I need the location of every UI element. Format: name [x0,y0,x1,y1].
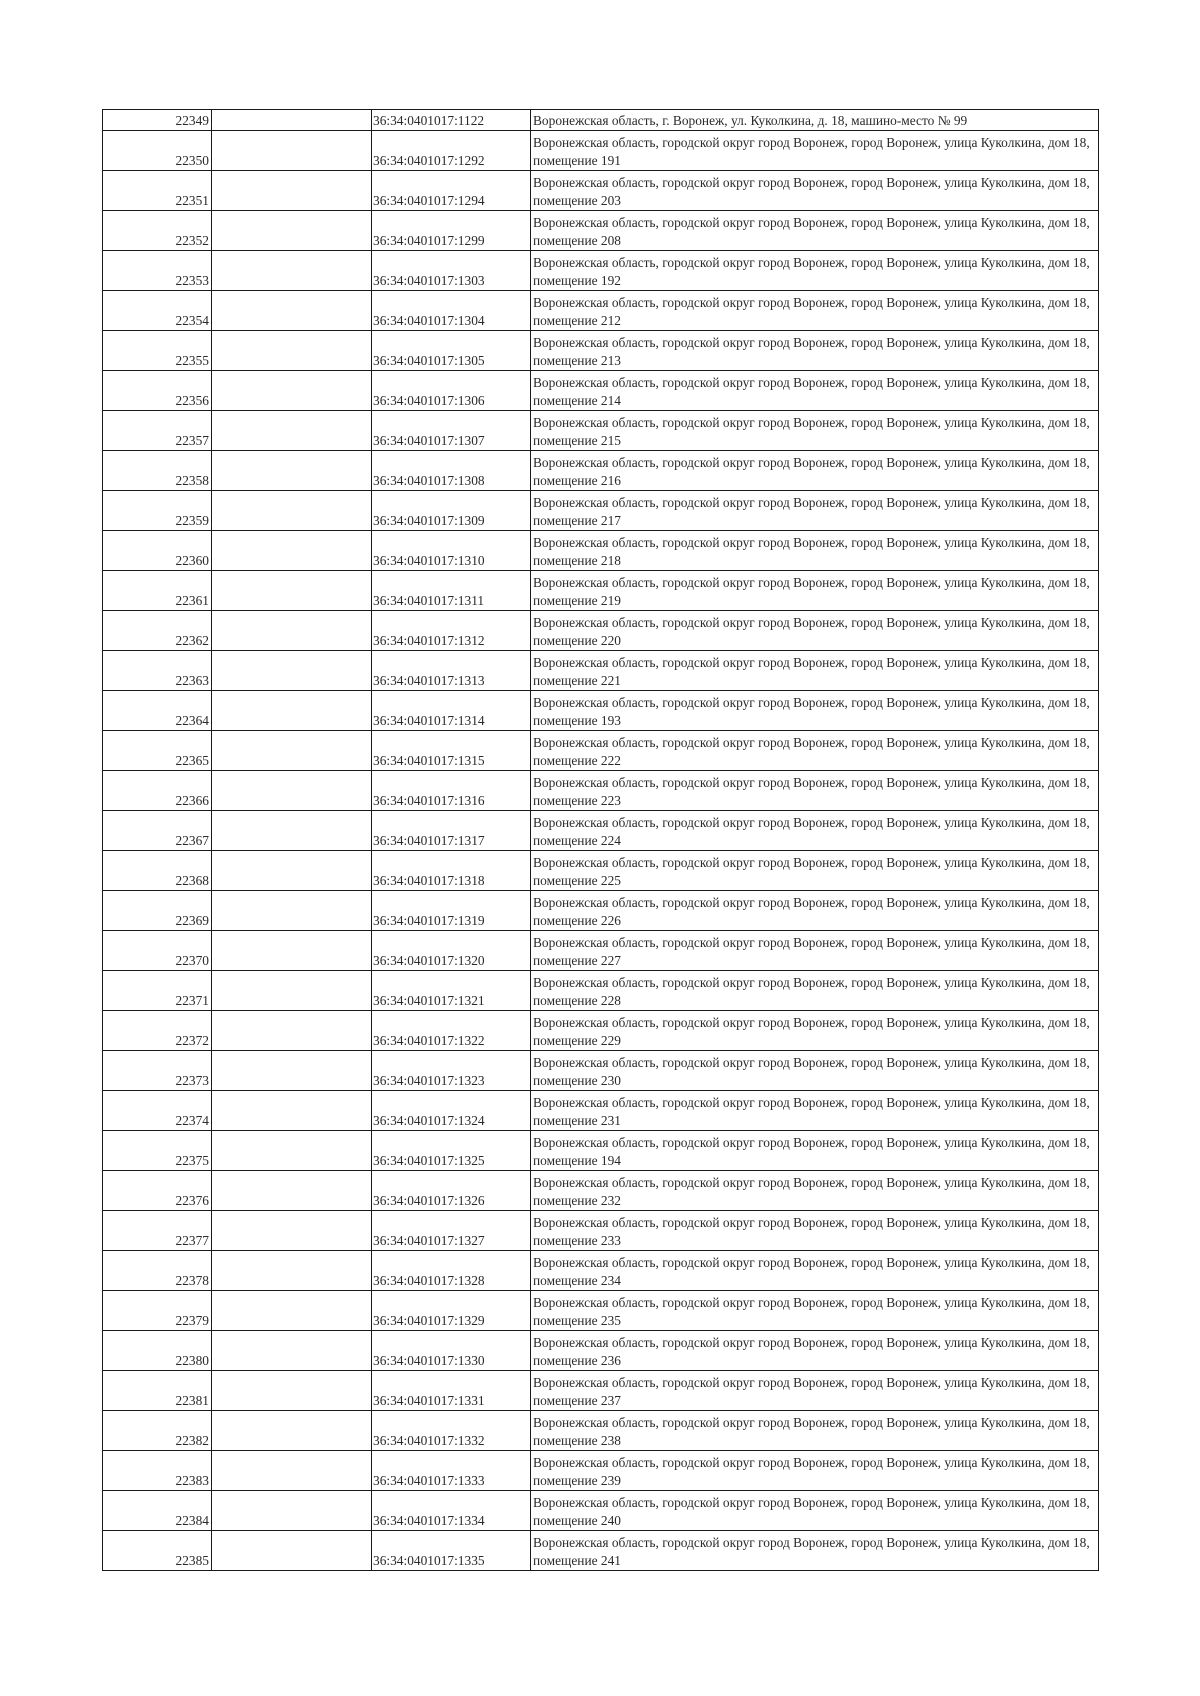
table-row [103,491,1099,531]
cadastral-number-cell: 36:34:0401017:1324 [372,1091,531,1131]
empty-cell [212,571,372,611]
empty-cell [212,611,372,651]
empty-cell [212,1331,372,1371]
empty-cell [212,651,372,691]
property-registry-table [102,109,1099,1571]
record-number-cell: 22360 [103,531,212,571]
empty-cell [212,1051,372,1091]
table-row [103,1291,1099,1331]
address-cell: Воронежская область, городской округ город Воронеж, город Воронеж, улица Куколкина, дом 18, помещение 224 [531,811,1099,851]
address-cell: Воронежская область, г. Воронеж, ул. Куколкина, д. 18, машино-место № 99 [531,110,1099,131]
record-number-cell: 22367 [103,811,212,851]
cadastral-number-cell: 36:34:0401017:1309 [372,491,531,531]
table-row [103,571,1099,611]
table-row [103,1331,1099,1371]
cadastral-number-cell: 36:34:0401017:1318 [372,851,531,891]
cadastral-number-cell: 36:34:0401017:1331 [372,1371,531,1411]
record-number-cell: 22385 [103,1531,212,1571]
record-number-cell: 22377 [103,1211,212,1251]
record-number-cell: 22359 [103,491,212,531]
record-number-cell: 22365 [103,731,212,771]
empty-cell [212,851,372,891]
record-number-cell: 22370 [103,931,212,971]
record-number-cell: 22380 [103,1331,212,1371]
cadastral-number-cell: 36:34:0401017:1332 [372,1411,531,1451]
empty-cell [212,1171,372,1211]
record-number-cell: 22369 [103,891,212,931]
empty-cell [212,110,372,131]
address-cell: Воронежская область, городской округ город Воронеж, город Воронеж, улица Куколкина, дом 18, помещение 215 [531,411,1099,451]
cadastral-number-cell: 36:34:0401017:1316 [372,771,531,811]
record-number-cell: 22353 [103,251,212,291]
table-row [103,1531,1099,1571]
address-cell: Воронежская область, городской округ город Воронеж, город Воронеж, улица Куколкина, дом 18, помещение 240 [531,1491,1099,1531]
table-row [103,291,1099,331]
table-row [103,1411,1099,1451]
cadastral-number-cell: 36:34:0401017:1294 [372,171,531,211]
empty-cell [212,411,372,451]
table-row [103,1011,1099,1051]
empty-cell [212,531,372,571]
cadastral-number-cell: 36:34:0401017:1325 [372,1131,531,1171]
record-number-cell: 22378 [103,1251,212,1291]
empty-cell [212,731,372,771]
address-cell: Воронежская область, городской округ город Воронеж, город Воронеж, улица Куколкина, дом 18, помещение 223 [531,771,1099,811]
record-number-cell: 22349 [103,110,212,131]
empty-cell [212,1091,372,1131]
cadastral-number-cell: 36:34:0401017:1319 [372,891,531,931]
empty-cell [212,891,372,931]
table-row [103,451,1099,491]
empty-cell [212,1291,372,1331]
registry-table-body [103,110,1099,1571]
empty-cell [212,171,372,211]
cadastral-number-cell: 36:34:0401017:1122 [372,110,531,131]
table-row [103,1051,1099,1091]
table-row [103,1251,1099,1291]
cadastral-number-cell: 36:34:0401017:1322 [372,1011,531,1051]
cadastral-number-cell: 36:34:0401017:1312 [372,611,531,651]
empty-cell [212,1451,372,1491]
address-cell: Воронежская область, городской округ город Воронеж, город Воронеж, улица Куколкина, дом 18, помещение 238 [531,1411,1099,1451]
empty-cell [212,1211,372,1251]
record-number-cell: 22372 [103,1011,212,1051]
address-cell: Воронежская область, городской округ город Воронеж, город Воронеж, улица Куколкина, дом 18, помещение 213 [531,331,1099,371]
address-cell: Воронежская область, городской округ город Воронеж, город Воронеж, улица Куколкина, дом 18, помещение 236 [531,1331,1099,1371]
address-cell: Воронежская область, городской округ город Воронеж, город Воронеж, улица Куколкина, дом 18, помещение 218 [531,531,1099,571]
table-row [103,131,1099,171]
table-row [103,851,1099,891]
address-cell: Воронежская область, городской округ город Воронеж, город Воронеж, улица Куколкина, дом 18, помещение 220 [531,611,1099,651]
record-number-cell: 22371 [103,971,212,1011]
table-row [103,1171,1099,1211]
address-cell: Воронежская область, городской округ город Воронеж, город Воронеж, улица Куколкина, дом 18, помещение 193 [531,691,1099,731]
record-number-cell: 22354 [103,291,212,331]
table-row [103,1211,1099,1251]
cadastral-number-cell: 36:34:0401017:1314 [372,691,531,731]
address-cell: Воронежская область, городской округ город Воронеж, город Воронеж, улица Куколкина, дом 18, помещение 216 [531,451,1099,491]
record-number-cell: 22350 [103,131,212,171]
address-cell: Воронежская область, городской округ город Воронеж, город Воронеж, улица Куколкина, дом 18, помещение 225 [531,851,1099,891]
address-cell: Воронежская область, городской округ город Воронеж, город Воронеж, улица Куколкина, дом 18, помещение 241 [531,1531,1099,1571]
address-cell: Воронежская область, городской округ город Воронеж, город Воронеж, улица Куколкина, дом 18, помещение 237 [531,1371,1099,1411]
table-row [103,251,1099,291]
empty-cell [212,1411,372,1451]
cadastral-number-cell: 36:34:0401017:1305 [372,331,531,371]
record-number-cell: 22366 [103,771,212,811]
cadastral-number-cell: 36:34:0401017:1317 [372,811,531,851]
record-number-cell: 22361 [103,571,212,611]
address-cell: Воронежская область, городской округ город Воронеж, город Воронеж, улица Куколкина, дом 18, помещение 235 [531,1291,1099,1331]
table-row [103,1091,1099,1131]
record-number-cell: 22382 [103,1411,212,1451]
table-row [103,931,1099,971]
table-row [103,1451,1099,1491]
record-number-cell: 22384 [103,1491,212,1531]
empty-cell [212,811,372,851]
empty-cell [212,1491,372,1531]
table-row [103,731,1099,771]
empty-cell [212,491,372,531]
address-cell: Воронежская область, городской округ город Воронеж, город Воронеж, улица Куколкина, дом 18, помещение 229 [531,1011,1099,1051]
address-cell: Воронежская область, городской округ город Воронеж, город Воронеж, улица Куколкина, дом 18, помещение 226 [531,891,1099,931]
cadastral-number-cell: 36:34:0401017:1310 [372,531,531,571]
address-cell: Воронежская область, городской округ город Воронеж, город Воронеж, улица Куколкина, дом 18, помещение 233 [531,1211,1099,1251]
cadastral-number-cell: 36:34:0401017:1311 [372,571,531,611]
cadastral-number-cell: 36:34:0401017:1306 [372,371,531,411]
record-number-cell: 22364 [103,691,212,731]
record-number-cell: 22355 [103,331,212,371]
cadastral-number-cell: 36:34:0401017:1335 [372,1531,531,1571]
empty-cell [212,971,372,1011]
address-cell: Воронежская область, городской округ город Воронеж, город Воронеж, улица Куколкина, дом 18, помещение 232 [531,1171,1099,1211]
empty-cell [212,291,372,331]
empty-cell [212,1371,372,1411]
record-number-cell: 22379 [103,1291,212,1331]
address-cell: Воронежская область, городской округ город Воронеж, город Воронеж, улица Куколкина, дом 18, помещение 230 [531,1051,1099,1091]
cadastral-number-cell: 36:34:0401017:1307 [372,411,531,451]
address-cell: Воронежская область, городской округ город Воронеж, город Воронеж, улица Куколкина, дом 18, помещение 203 [531,171,1099,211]
record-number-cell: 22383 [103,1451,212,1491]
cadastral-number-cell: 36:34:0401017:1299 [372,211,531,251]
cadastral-number-cell: 36:34:0401017:1334 [372,1491,531,1531]
table-row [103,211,1099,251]
cadastral-number-cell: 36:34:0401017:1330 [372,1331,531,1371]
record-number-cell: 22358 [103,451,212,491]
cadastral-number-cell: 36:34:0401017:1327 [372,1211,531,1251]
record-number-cell: 22352 [103,211,212,251]
address-cell: Воронежская область, городской округ город Воронеж, город Воронеж, улица Куколкина, дом 18, помещение 219 [531,571,1099,611]
address-cell: Воронежская область, городской округ город Воронеж, город Воронеж, улица Куколкина, дом 18, помещение 221 [531,651,1099,691]
address-cell: Воронежская область, городской округ город Воронеж, город Воронеж, улица Куколкина, дом 18, помещение 208 [531,211,1099,251]
cadastral-number-cell: 36:34:0401017:1303 [372,251,531,291]
address-cell: Воронежская область, городской округ город Воронеж, город Воронеж, улица Куколкина, дом 18, помещение 194 [531,1131,1099,1171]
table-row [103,971,1099,1011]
table-row [103,691,1099,731]
table-row [103,611,1099,651]
record-number-cell: 22373 [103,1051,212,1091]
table-row [103,331,1099,371]
address-cell: Воронежская область, городской округ город Воронеж, город Воронеж, улица Куколкина, дом 18, помещение 192 [531,251,1099,291]
cadastral-number-cell: 36:34:0401017:1328 [372,1251,531,1291]
address-cell: Воронежская область, городской округ город Воронеж, город Воронеж, улица Куколкина, дом 18, помещение 234 [531,1251,1099,1291]
record-number-cell: 22368 [103,851,212,891]
empty-cell [212,251,372,291]
cadastral-number-cell: 36:34:0401017:1313 [372,651,531,691]
address-cell: Воронежская область, городской округ город Воронеж, город Воронеж, улица Куколкина, дом 18, помещение 222 [531,731,1099,771]
table-row [103,1371,1099,1411]
empty-cell [212,931,372,971]
record-number-cell: 22376 [103,1171,212,1211]
address-cell: Воронежская область, городской округ город Воронеж, город Воронеж, улица Куколкина, дом 18, помещение 217 [531,491,1099,531]
table-row [103,171,1099,211]
address-cell: Воронежская область, городской округ город Воронеж, город Воронеж, улица Куколкина, дом 18, помещение 214 [531,371,1099,411]
cadastral-number-cell: 36:34:0401017:1333 [372,1451,531,1491]
record-number-cell: 22375 [103,1131,212,1171]
table-row [103,110,1099,131]
record-number-cell: 22362 [103,611,212,651]
table-row [103,1131,1099,1171]
address-cell: Воронежская область, городской округ город Воронеж, город Воронеж, улица Куколкина, дом 18, помещение 227 [531,931,1099,971]
table-row [103,531,1099,571]
table-row [103,891,1099,931]
address-cell: Воронежская область, городской округ город Воронеж, город Воронеж, улица Куколкина, дом 18, помещение 239 [531,1451,1099,1491]
table-row [103,771,1099,811]
cadastral-number-cell: 36:34:0401017:1320 [372,931,531,971]
cadastral-number-cell: 36:34:0401017:1315 [372,731,531,771]
empty-cell [212,691,372,731]
table-row [103,651,1099,691]
cadastral-number-cell: 36:34:0401017:1308 [372,451,531,491]
cadastral-number-cell: 36:34:0401017:1329 [372,1291,531,1331]
empty-cell [212,1011,372,1051]
table-row [103,1491,1099,1531]
empty-cell [212,131,372,171]
empty-cell [212,451,372,491]
empty-cell [212,771,372,811]
address-cell: Воронежская область, городской округ город Воронеж, город Воронеж, улица Куколкина, дом 18, помещение 212 [531,291,1099,331]
empty-cell [212,1131,372,1171]
empty-cell [212,371,372,411]
record-number-cell: 22351 [103,171,212,211]
table-row [103,411,1099,451]
empty-cell [212,211,372,251]
record-number-cell: 22356 [103,371,212,411]
empty-cell [212,331,372,371]
cadastral-number-cell: 36:34:0401017:1292 [372,131,531,171]
address-cell: Воронежская область, городской округ город Воронеж, город Воронеж, улица Куколкина, дом 18, помещение 228 [531,971,1099,1011]
table-row [103,371,1099,411]
empty-cell [212,1531,372,1571]
empty-cell [212,1251,372,1291]
table-row [103,811,1099,851]
cadastral-number-cell: 36:34:0401017:1326 [372,1171,531,1211]
record-number-cell: 22381 [103,1371,212,1411]
address-cell: Воронежская область, городской округ город Воронеж, город Воронеж, улица Куколкина, дом 18, помещение 191 [531,131,1099,171]
cadastral-number-cell: 36:34:0401017:1321 [372,971,531,1011]
record-number-cell: 22363 [103,651,212,691]
cadastral-number-cell: 36:34:0401017:1304 [372,291,531,331]
record-number-cell: 22357 [103,411,212,451]
record-number-cell: 22374 [103,1091,212,1131]
cadastral-number-cell: 36:34:0401017:1323 [372,1051,531,1091]
address-cell: Воронежская область, городской округ город Воронеж, город Воронеж, улица Куколкина, дом 18, помещение 231 [531,1091,1099,1131]
